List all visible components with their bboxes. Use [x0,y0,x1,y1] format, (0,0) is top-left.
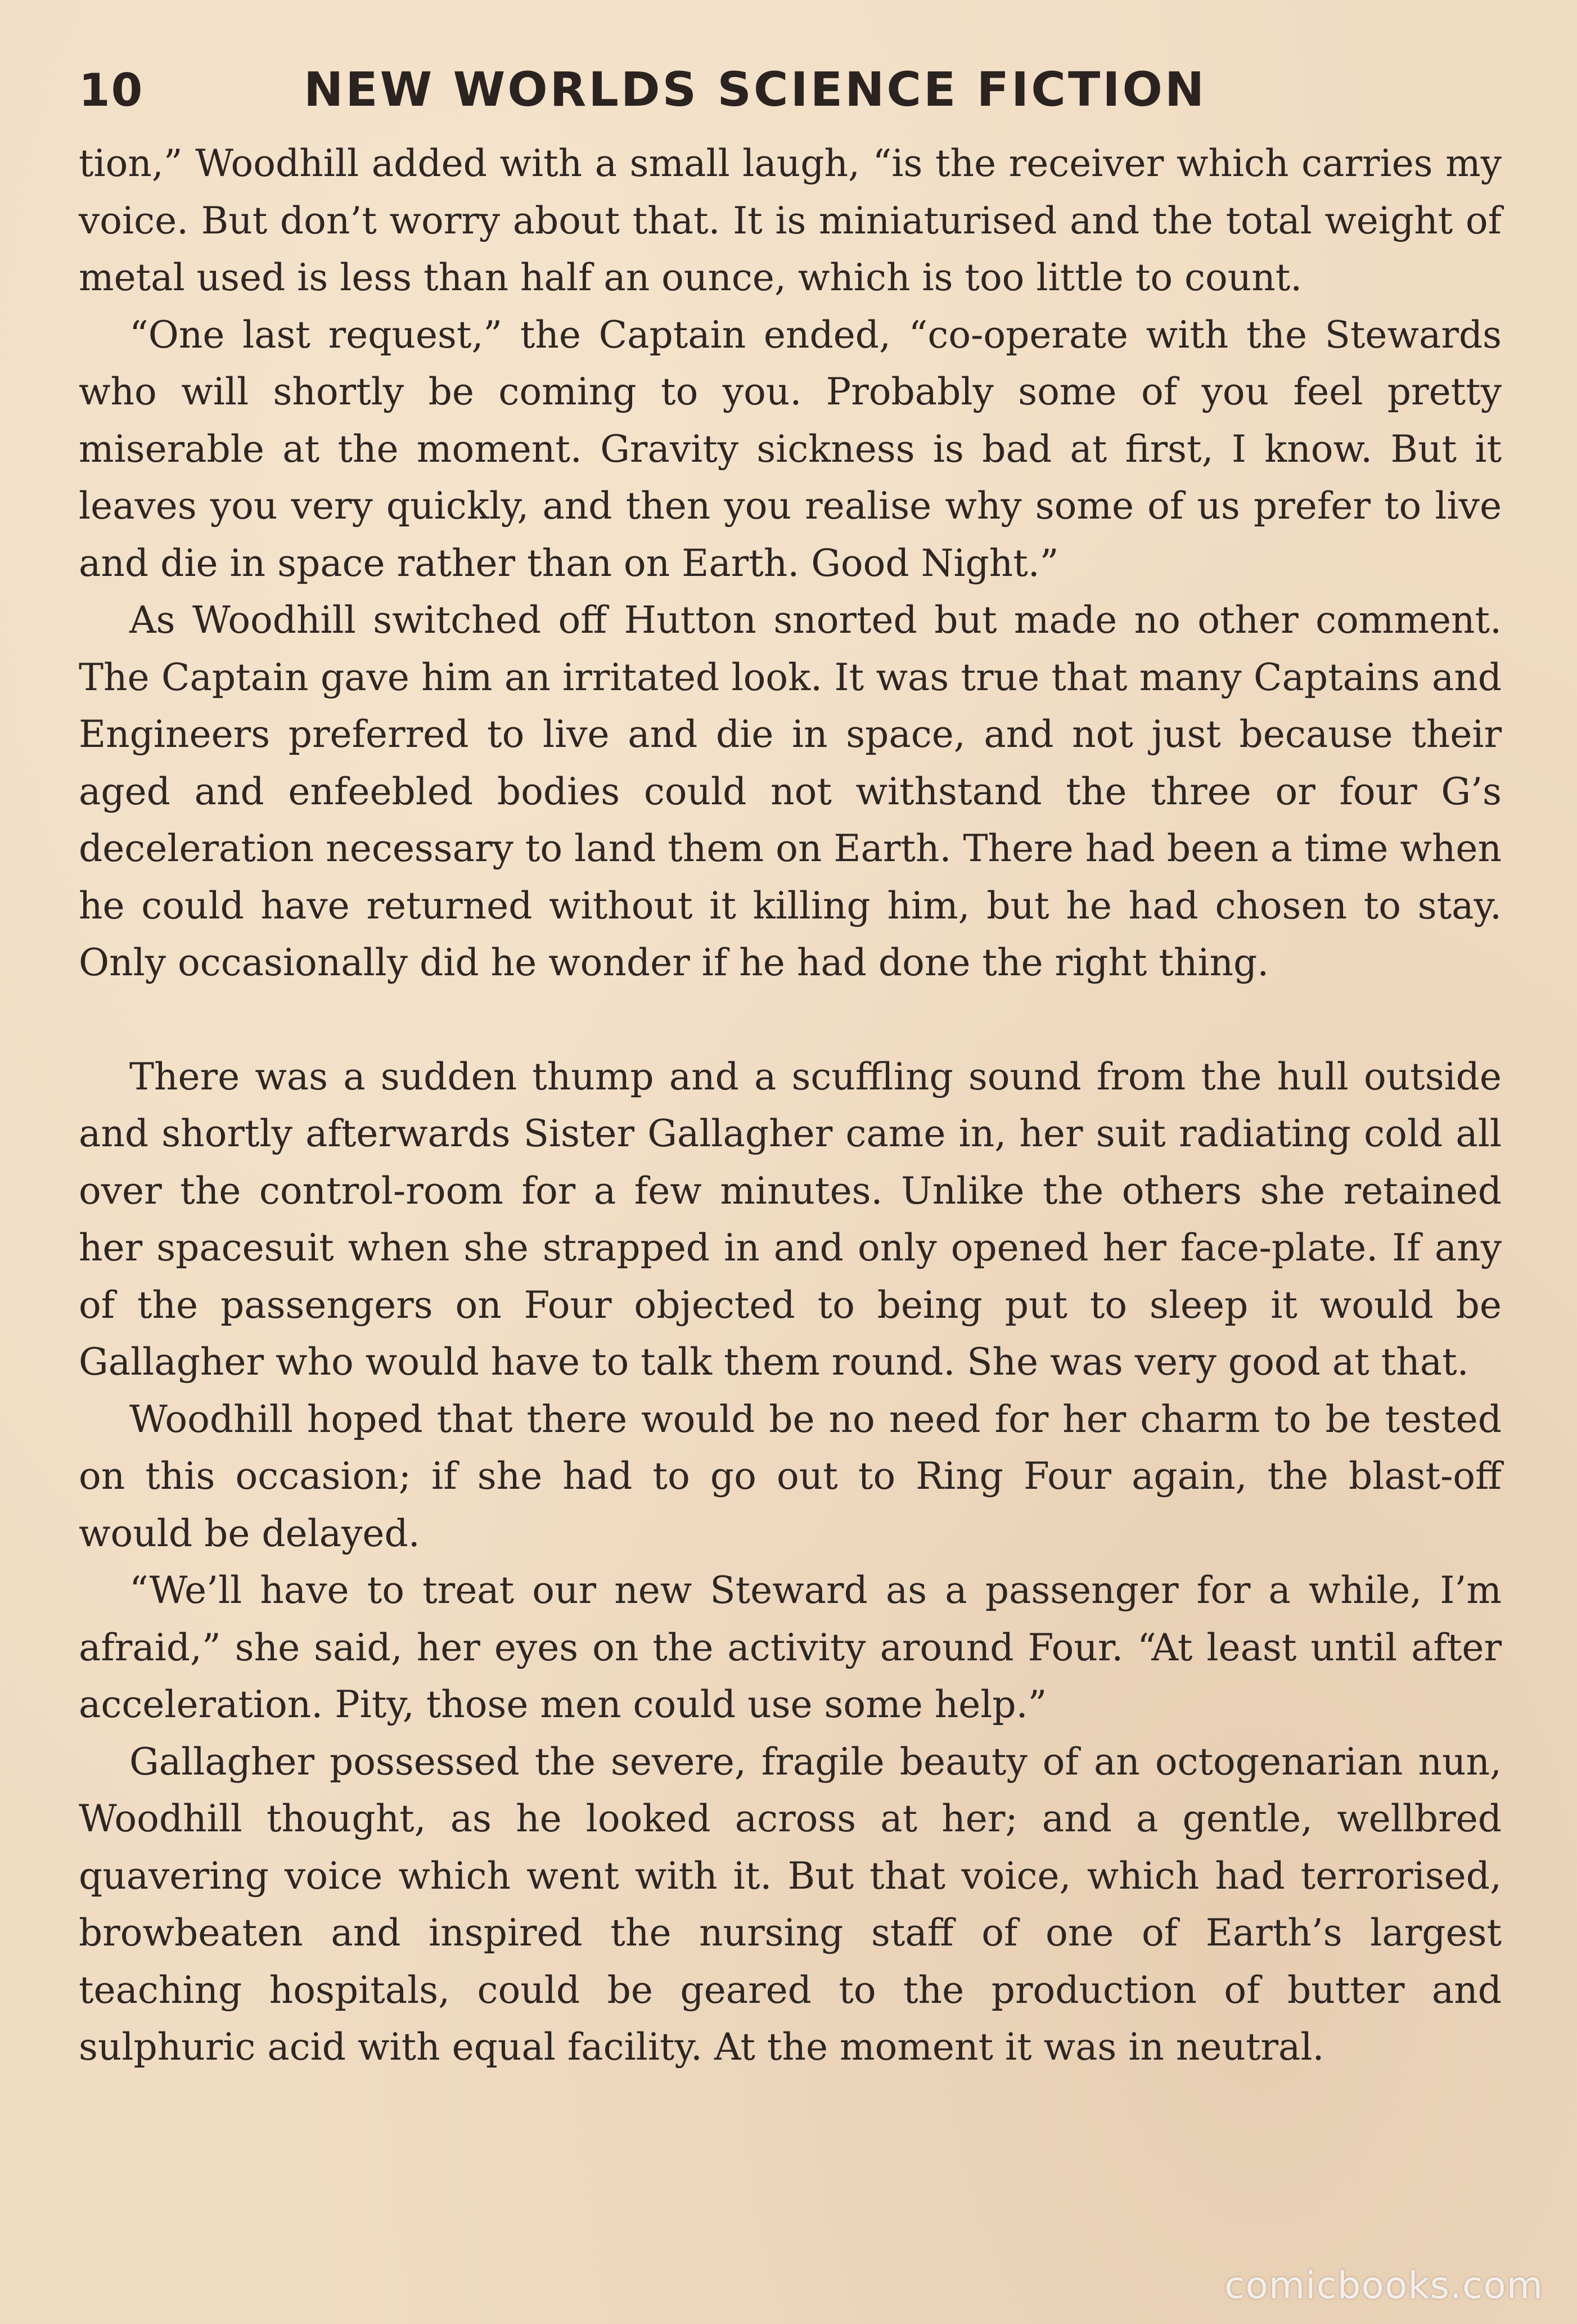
paragraph: “We’ll have to treat our new Steward as a passenger for a while, I’m afraid,” she said, her eyes on the activity around Four. “At least until after acceleration. Pity, those men could use some help.” [79,1569,1502,1726]
paragraph: Woodhill hoped that there would be no need for her charm to be tested on this occasion; if she had to go out to Ring Four again, the blast-off would be delayed. [79,1397,1502,1555]
paragraph: There was a sudden thump and a scuffling sound from the hull outside and shortly afterwards Sister Gallagher came in, her suit radiating cold all over the control-room for a few minutes. Unlike the others she retained her spacesuit when she strapped in and only opened her face-plate. If any of the passengers on Four objected to being put to sleep it would be Gallagher who would have to talk them round. She was very good at that. [79,1055,1502,1384]
paragraph: Gallagher possessed the severe, fragile beauty of an octogenarian nun, Woodhill thought, as he looked across at her; and a gentle, wellbred quavering voice which went with it. But that voice, which had terrorised, browbeaten and inspired the nursing staff of one of Earth’s largest teaching hospitals, could be geared to the production of butter and sulphuric acid with equal facility. At the moment it was in neutral. [79,1740,1502,2069]
paragraph: “One last request,” the Captain ended, “co-operate with the Stewards who will shortly be coming to you. Probably some of you feel pretty miserable at the moment. Gravity sickness is bad at first, I know. But it leaves you very quickly, and then you realise why some of us prefer to live and die in space rather than on Earth. Good Night.” [79,313,1502,585]
body-text [79,135,1502,2076]
page-header [79,62,1502,135]
running-title: NEW WORLDS SCIENCE FICTION [304,62,1207,117]
book-page [79,62,1502,2255]
section-break [79,992,1502,1048]
page-number: 10 [79,64,144,116]
paragraph: As Woodhill switched off Hutton snorted but made no other comment. The Captain gave him an irritated look. It was true that many Captains and Engineers preferred to live and die in space, and not just because their aged and enfeebled bodies could not withstand the three or four G’s deceleration necessary to land them on Earth. There had been a time when he could have returned without it killing him, but he had chosen to stay. Only occasionally did he wonder if he had done the right thing. [79,598,1502,984]
paragraph: tion,” Woodhill added with a small laugh, “is the receiver which carries my voice. But don’t worry about that. It is miniaturised and the total weight of metal used is less than half an ounce, which is too little to count. [79,142,1502,299]
watermark: comicbooks.com [1224,2264,1543,2307]
